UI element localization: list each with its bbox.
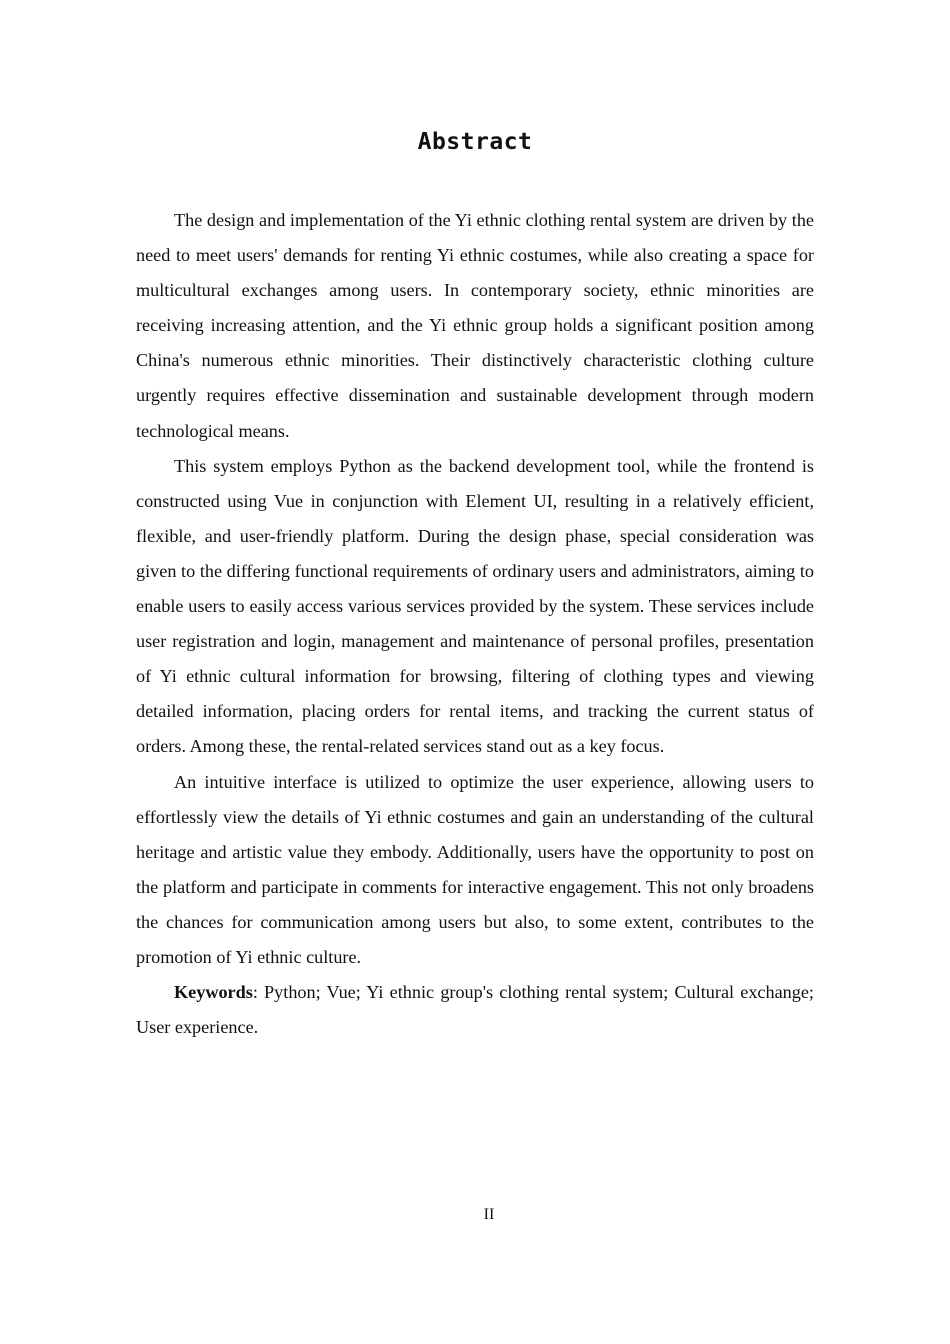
abstract-title: Abstract xyxy=(417,129,533,155)
abstract-body xyxy=(136,203,814,1045)
keywords-paragraph xyxy=(136,975,814,1045)
keywords-list: : Python; Vue; Yi ethnic group's clothing rental system; Cultural exchange; User experience. xyxy=(136,982,814,1038)
abstract-paragraph-1: The design and implementation of the Yi ethnic clothing rental system are driven by the need to meet users' demands for renting Yi ethnic costumes, while also creating a space for multicultural exchanges among users. In contemporary society, ethnic minorities are receiving increasing attention, and the Yi ethnic group holds a significant position among China's numerous ethnic minorities. Their distinctively characteristic clothing culture urgently requires effective dissemination and sustainable development through modern technological means. xyxy=(136,210,814,441)
abstract-paragraph-2: This system employs Python as the backend development tool, while the frontend is constructed using Vue in conjunction with Element UI, resulting in a relatively efficient, flexible, and user-friendly platform. During the design phase, special consideration was given to the differing functional requirements of ordinary users and administrators, aiming to enable users to easily access various services provided by the system. These services include user registration and login, management and maintenance of personal profiles, presentation of Yi ethnic cultural information for browsing, filtering of clothing types and viewing detailed information, placing orders for rental items, and tracking the current status of orders. Among these, the rental-related services stand out as a key focus. xyxy=(136,455,814,757)
abstract-paragraph-3: An intuitive interface is utilized to optimize the user experience, allowing users to effortlessly view the details of Yi ethnic costumes and gain an understanding of the cultural heritage and artistic value they embody. Additionally, users have the opportunity to post on the platform and participate in comments for interactive engagement. This not only broadens the chances for communication among users but also, to some extent, contributes to the promotion of Yi ethnic culture. xyxy=(136,771,814,967)
keywords-label: Keywords xyxy=(174,982,253,1003)
page-number: II xyxy=(483,1206,495,1223)
